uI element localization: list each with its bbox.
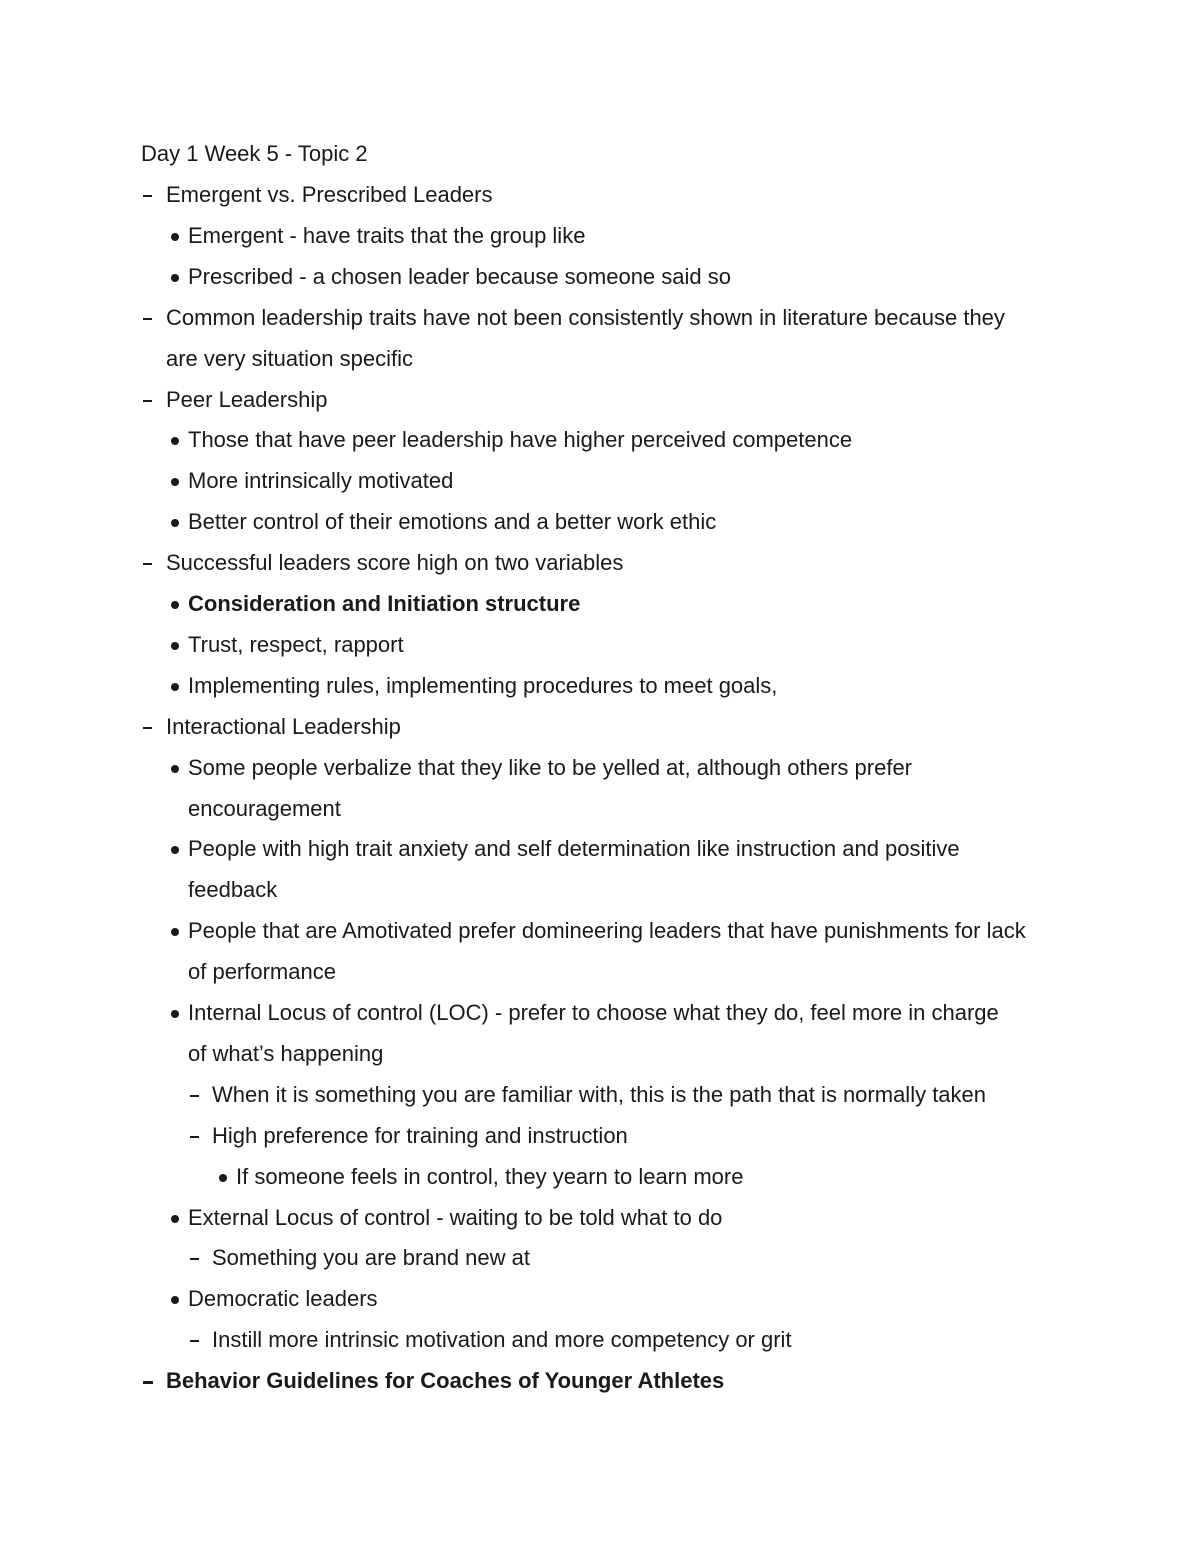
list-item: High preference for training and instruction — [212, 1123, 628, 1148]
list-item: Trust, respect, rapport — [188, 632, 404, 657]
bullet-icon — [171, 846, 179, 854]
list-item: External Locus of control - waiting to be told what to do — [188, 1205, 723, 1230]
dash-icon — [143, 563, 152, 565]
list-item: Peer Leadership — [166, 387, 328, 412]
page-title: Day 1 Week 5 - Topic 2 — [141, 141, 368, 166]
list-item-continuation: are very situation specific — [166, 346, 413, 371]
bullet-icon — [171, 765, 179, 773]
list-item: More intrinsically motivated — [188, 468, 454, 493]
dash-icon — [143, 727, 152, 729]
list-item: Behavior Guidelines for Coaches of Younger Athletes — [166, 1368, 725, 1393]
list-item: Democratic leaders — [188, 1286, 378, 1311]
bullet-icon — [219, 1174, 227, 1182]
bullet-icon — [171, 478, 179, 486]
list-item: Those that have peer leadership have higher perceived competence — [188, 427, 853, 452]
list-item: Consideration and Initiation structure — [188, 591, 581, 616]
list-item-continuation: encouragement — [188, 796, 341, 821]
list-item: Something you are brand new at — [212, 1245, 530, 1270]
bullet-icon — [171, 928, 179, 936]
dash-icon — [143, 318, 152, 320]
list-item: Prescribed - a chosen leader because someone said so — [188, 264, 731, 289]
list-item: People that are Amotivated prefer domineering leaders that have punishments for lack — [188, 918, 1026, 943]
list-item: Better control of their emotions and a better work ethic — [188, 509, 717, 534]
list-item: If someone feels in control, they yearn to learn more — [236, 1164, 744, 1189]
bullet-icon — [171, 1010, 179, 1018]
bullet-icon — [171, 1215, 179, 1223]
bullet-icon — [171, 601, 179, 609]
dash-icon — [190, 1258, 199, 1260]
bullet-icon — [171, 519, 179, 527]
list-item-continuation: feedback — [188, 877, 278, 902]
dash-icon — [190, 1095, 199, 1097]
list-item: Instill more intrinsic motivation and more competency or grit — [212, 1327, 792, 1352]
bullet-icon — [171, 642, 179, 650]
list-item-continuation: of performance — [188, 959, 336, 984]
dash-icon — [143, 400, 152, 402]
list-item: Emergent - have traits that the group like — [188, 223, 586, 248]
dash-icon — [143, 195, 152, 197]
bullet-icon — [171, 233, 179, 241]
list-item: When it is something you are familiar with, this is the path that is normally taken — [212, 1082, 987, 1107]
list-item: Successful leaders score high on two variables — [166, 550, 624, 575]
list-item: Interactional Leadership — [166, 714, 401, 739]
list-item: Common leadership traits have not been consistently shown in literature because they — [166, 305, 1005, 330]
list-item: People with high trait anxiety and self determination like instruction and positive — [188, 836, 960, 861]
bullet-icon — [171, 274, 179, 282]
list-item: Some people verbalize that they like to be yelled at, although others prefer — [188, 755, 913, 780]
bullet-icon — [171, 683, 179, 691]
list-item: Emergent vs. Prescribed Leaders — [166, 182, 493, 207]
list-item: Internal Locus of control (LOC) - prefer to choose what they do, feel more in charge — [188, 1000, 999, 1025]
dash-icon — [190, 1340, 199, 1342]
bullet-icon — [171, 437, 179, 445]
bullet-icon — [171, 1296, 179, 1304]
dash-icon — [190, 1136, 199, 1138]
dash-icon — [143, 1381, 153, 1384]
list-item-continuation: of what’s happening — [188, 1041, 384, 1066]
list-item: Implementing rules, implementing procedures to meet goals, — [188, 673, 778, 698]
